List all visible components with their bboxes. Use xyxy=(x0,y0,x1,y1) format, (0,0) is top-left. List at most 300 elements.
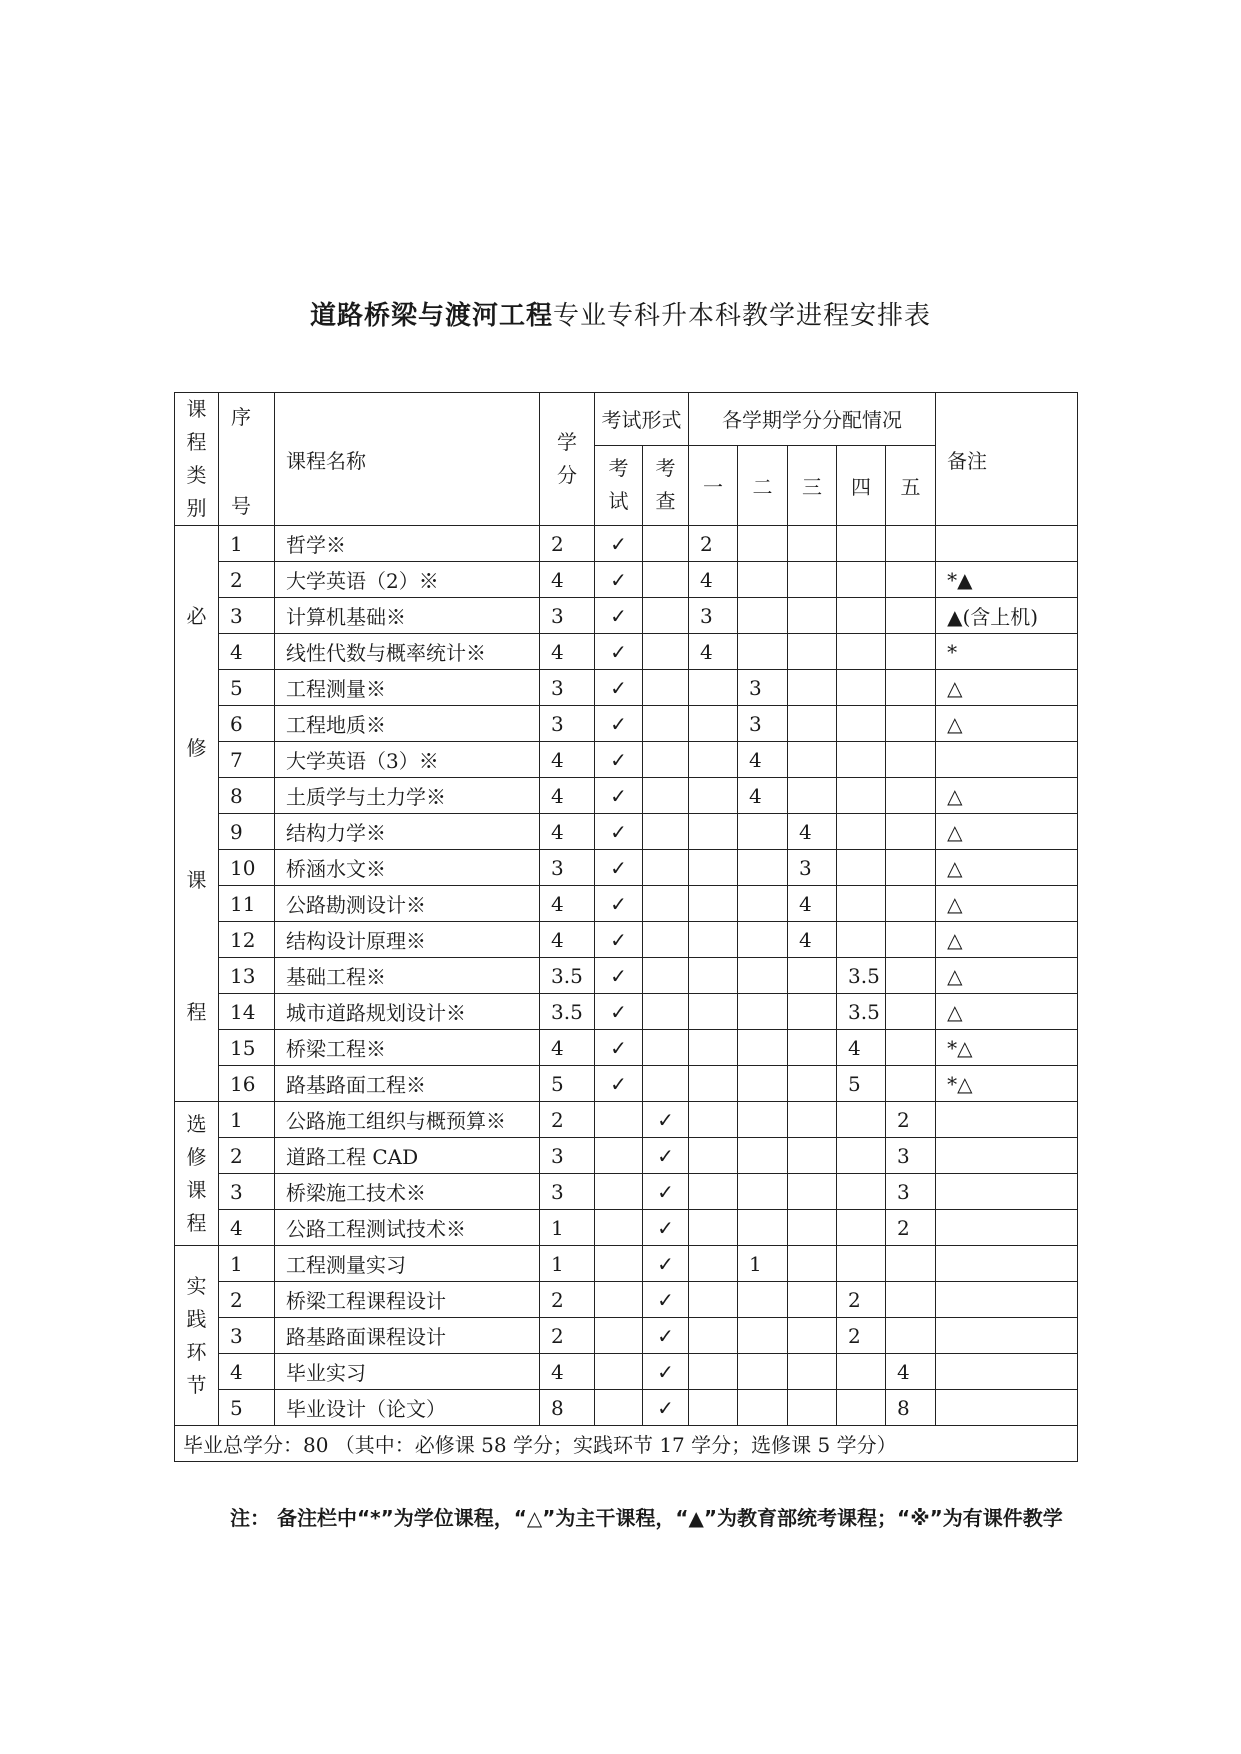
semester-credit-4 xyxy=(837,742,886,778)
inspect-check-mark xyxy=(643,1066,689,1102)
semester-credit-1 xyxy=(689,1390,738,1426)
course-seq: 13 xyxy=(219,958,275,994)
header-semester-1: 一 xyxy=(689,445,738,525)
course-name: 工程地质※ xyxy=(275,706,540,742)
header-semester-2: 二 xyxy=(738,445,788,525)
exam-check-mark: ✓ xyxy=(595,958,643,994)
semester-credit-1 xyxy=(689,1282,738,1318)
semester-credit-3 xyxy=(788,1102,837,1138)
semester-credit-2: 4 xyxy=(738,778,788,814)
course-name: 大学英语（2）※ xyxy=(275,562,540,598)
course-credit: 3.5 xyxy=(540,958,595,994)
table-row xyxy=(175,958,1078,994)
table-row xyxy=(175,994,1078,1030)
semester-credit-2: 4 xyxy=(738,742,788,778)
inspect-check-mark xyxy=(643,994,689,1030)
inspect-check-mark: ✓ xyxy=(643,1282,689,1318)
semester-credit-4: 3.5 xyxy=(837,958,886,994)
course-name: 桥梁施工技术※ xyxy=(275,1174,540,1210)
exam-check-mark xyxy=(595,1318,643,1354)
semester-credit-3 xyxy=(788,526,837,562)
header-row xyxy=(175,393,1078,446)
semester-credit-4 xyxy=(837,562,886,598)
semester-credit-2 xyxy=(738,598,788,634)
table-row xyxy=(175,850,1078,886)
semester-credit-1 xyxy=(689,778,738,814)
exam-check-mark xyxy=(595,1390,643,1426)
course-remark: △ xyxy=(936,814,1078,850)
semester-credit-1 xyxy=(689,886,738,922)
course-name: 毕业实习 xyxy=(275,1354,540,1390)
exam-check-mark: ✓ xyxy=(595,994,643,1030)
inspect-check-mark xyxy=(643,922,689,958)
table-row xyxy=(175,670,1078,706)
course-credit: 3 xyxy=(540,598,595,634)
course-seq: 1 xyxy=(219,1102,275,1138)
course-remark: △ xyxy=(936,670,1078,706)
course-credit: 5 xyxy=(540,1066,595,1102)
header-credits-text: 学 分 xyxy=(557,430,577,487)
table-row xyxy=(175,1246,1078,1282)
semester-credit-5 xyxy=(886,670,936,706)
semester-credit-4 xyxy=(837,526,886,562)
exam-check-mark: ✓ xyxy=(595,850,643,886)
exam-check-mark: ✓ xyxy=(595,742,643,778)
table-row xyxy=(175,1066,1078,1102)
table-row xyxy=(175,778,1078,814)
course-category xyxy=(175,1102,219,1246)
course-remark: *△ xyxy=(936,1030,1078,1066)
course-seq: 7 xyxy=(219,742,275,778)
course-seq: 3 xyxy=(219,598,275,634)
table-row xyxy=(175,706,1078,742)
inspect-check-mark: ✓ xyxy=(643,1390,689,1426)
exam-check-mark: ✓ xyxy=(595,886,643,922)
course-remark xyxy=(936,1354,1078,1390)
header-semester-4: 四 xyxy=(837,445,886,525)
course-seq: 6 xyxy=(219,706,275,742)
header-seq-bottom: 号 xyxy=(231,494,251,518)
inspect-check-mark xyxy=(643,778,689,814)
course-credit: 4 xyxy=(540,1030,595,1066)
semester-credit-4 xyxy=(837,850,886,886)
semester-credit-3 xyxy=(788,1030,837,1066)
course-credit: 4 xyxy=(540,742,595,778)
course-seq: 4 xyxy=(219,1354,275,1390)
header-credits xyxy=(540,393,595,526)
course-remark: △ xyxy=(936,922,1078,958)
semester-credit-1 xyxy=(689,994,738,1030)
semester-credit-3 xyxy=(788,742,837,778)
semester-credit-2 xyxy=(738,1102,788,1138)
table-row xyxy=(175,598,1078,634)
course-name: 基础工程※ xyxy=(275,958,540,994)
semester-credit-1 xyxy=(689,1210,738,1246)
semester-credit-4 xyxy=(837,814,886,850)
semester-credit-5 xyxy=(886,634,936,670)
course-credit: 3 xyxy=(540,1174,595,1210)
semester-credit-2 xyxy=(738,1318,788,1354)
semester-credit-4 xyxy=(837,634,886,670)
semester-credit-4 xyxy=(837,1210,886,1246)
inspect-check-mark: ✓ xyxy=(643,1210,689,1246)
course-seq: 16 xyxy=(219,1066,275,1102)
course-remark xyxy=(936,526,1078,562)
inspect-check-mark xyxy=(643,958,689,994)
inspect-check-mark xyxy=(643,886,689,922)
header-category-text: 课 程 类 别 xyxy=(186,397,207,520)
semester-credit-5 xyxy=(886,598,936,634)
course-name: 路基路面工程※ xyxy=(275,1066,540,1102)
course-seq: 11 xyxy=(219,886,275,922)
inspect-check-mark: ✓ xyxy=(643,1102,689,1138)
semester-credit-5: 8 xyxy=(886,1390,936,1426)
course-seq: 5 xyxy=(219,1390,275,1426)
table-row xyxy=(175,1282,1078,1318)
semester-credit-2 xyxy=(738,1282,788,1318)
inspect-check-mark: ✓ xyxy=(643,1318,689,1354)
course-category xyxy=(175,526,219,1102)
page-title-rest: 专业专科升本科教学进程安排表 xyxy=(553,301,932,331)
course-seq: 2 xyxy=(219,1282,275,1318)
semester-credit-2 xyxy=(738,634,788,670)
semester-credit-3: 4 xyxy=(788,922,837,958)
semester-credit-4 xyxy=(837,886,886,922)
semester-credit-3 xyxy=(788,706,837,742)
course-credit: 4 xyxy=(540,778,595,814)
table-row xyxy=(175,634,1078,670)
exam-check-mark: ✓ xyxy=(595,526,643,562)
exam-check-mark: ✓ xyxy=(595,1030,643,1066)
semester-credit-4: 2 xyxy=(837,1282,886,1318)
course-name: 公路施工组织与概预算※ xyxy=(275,1102,540,1138)
semester-credit-5 xyxy=(886,814,936,850)
inspect-check-mark xyxy=(643,814,689,850)
page-title-bold: 道路桥梁与渡河工程 xyxy=(309,301,553,331)
semester-credit-2 xyxy=(738,958,788,994)
semester-credit-5 xyxy=(886,1030,936,1066)
semester-credit-1 xyxy=(689,742,738,778)
course-credit: 2 xyxy=(540,1102,595,1138)
inspect-check-mark: ✓ xyxy=(643,1174,689,1210)
course-name: 桥涵水文※ xyxy=(275,850,540,886)
semester-credit-2 xyxy=(738,994,788,1030)
exam-check-mark xyxy=(595,1210,643,1246)
course-credit: 3 xyxy=(540,850,595,886)
course-credit: 2 xyxy=(540,1318,595,1354)
exam-check-mark: ✓ xyxy=(595,814,643,850)
semester-credit-1: 3 xyxy=(689,598,738,634)
course-remark: * xyxy=(936,634,1078,670)
semester-credit-1: 4 xyxy=(689,634,738,670)
semester-credit-4: 3.5 xyxy=(837,994,886,1030)
course-seq: 5 xyxy=(219,670,275,706)
semester-credit-2 xyxy=(738,562,788,598)
course-remark xyxy=(936,1102,1078,1138)
course-remark: △ xyxy=(936,994,1078,1030)
semester-credit-2: 3 xyxy=(738,706,788,742)
course-remark: ▲(含上机) xyxy=(936,598,1078,634)
exam-check-mark: ✓ xyxy=(595,706,643,742)
semester-credit-3 xyxy=(788,958,837,994)
header-check xyxy=(643,445,689,525)
course-seq: 2 xyxy=(219,562,275,598)
course-remark: *△ xyxy=(936,1066,1078,1102)
inspect-check-mark xyxy=(643,634,689,670)
exam-check-mark: ✓ xyxy=(595,922,643,958)
semester-credit-1 xyxy=(689,1138,738,1174)
course-remark xyxy=(936,1246,1078,1282)
course-name: 桥梁工程课程设计 xyxy=(275,1282,540,1318)
semester-credit-4: 4 xyxy=(837,1030,886,1066)
semester-credit-1 xyxy=(689,1246,738,1282)
header-course-name: 课程名称 xyxy=(275,393,540,526)
inspect-check-mark xyxy=(643,526,689,562)
semester-credit-4: 2 xyxy=(837,1318,886,1354)
inspect-check-mark xyxy=(643,706,689,742)
course-name: 大学英语（3）※ xyxy=(275,742,540,778)
semester-credit-3 xyxy=(788,1354,837,1390)
table-row xyxy=(175,1210,1078,1246)
footnote: 注： 备注栏中“*”为学位课程，“△”为主干课程，“▲”为教育部统考课程；“※”为有课件教学 xyxy=(230,1506,1063,1530)
course-remark xyxy=(936,1138,1078,1174)
course-seq: 8 xyxy=(219,778,275,814)
course-name: 桥梁工程※ xyxy=(275,1030,540,1066)
table-row xyxy=(175,742,1078,778)
course-credit: 4 xyxy=(540,634,595,670)
table-row xyxy=(175,1102,1078,1138)
course-seq: 1 xyxy=(219,526,275,562)
inspect-check-mark: ✓ xyxy=(643,1354,689,1390)
header-exam-form: 考试形式 xyxy=(595,393,689,446)
course-name: 工程测量※ xyxy=(275,670,540,706)
header-seq xyxy=(219,393,275,526)
semester-credit-4 xyxy=(837,922,886,958)
course-name: 道路工程 CAD xyxy=(275,1138,540,1174)
semester-credit-2: 3 xyxy=(738,670,788,706)
semester-credit-2 xyxy=(738,886,788,922)
course-remark: △ xyxy=(936,958,1078,994)
semester-credit-3: 3 xyxy=(788,850,837,886)
course-seq: 4 xyxy=(219,634,275,670)
semester-credit-3 xyxy=(788,562,837,598)
course-credit: 3.5 xyxy=(540,994,595,1030)
semester-credit-3 xyxy=(788,1174,837,1210)
exam-check-mark: ✓ xyxy=(595,634,643,670)
course-seq: 12 xyxy=(219,922,275,958)
semester-credit-2 xyxy=(738,922,788,958)
semester-credit-2 xyxy=(738,1066,788,1102)
exam-check-mark xyxy=(595,1174,643,1210)
header-semester-3: 三 xyxy=(788,445,837,525)
course-credit: 3 xyxy=(540,706,595,742)
semester-credit-4 xyxy=(837,706,886,742)
course-name: 毕业设计（论文） xyxy=(275,1390,540,1426)
exam-check-mark xyxy=(595,1138,643,1174)
semester-credit-2 xyxy=(738,526,788,562)
semester-credit-1 xyxy=(689,706,738,742)
course-name: 城市道路规划设计※ xyxy=(275,994,540,1030)
semester-credit-3 xyxy=(788,1210,837,1246)
exam-check-mark xyxy=(595,1102,643,1138)
course-category-text: 必 修 课 程 xyxy=(186,603,207,1024)
header-exam xyxy=(595,445,643,525)
total-row xyxy=(175,1426,1078,1462)
course-remark xyxy=(936,1174,1078,1210)
schedule-table xyxy=(174,392,1078,1462)
semester-credit-2 xyxy=(738,1390,788,1426)
course-credit: 1 xyxy=(540,1246,595,1282)
course-credit: 8 xyxy=(540,1390,595,1426)
semester-credit-2 xyxy=(738,814,788,850)
course-credit: 3 xyxy=(540,670,595,706)
semester-credit-3 xyxy=(788,1318,837,1354)
course-seq: 14 xyxy=(219,994,275,1030)
semester-credit-2 xyxy=(738,1174,788,1210)
table-row xyxy=(175,562,1078,598)
semester-credit-3: 4 xyxy=(788,814,837,850)
course-remark xyxy=(936,742,1078,778)
table-row xyxy=(175,1174,1078,1210)
semester-credit-2 xyxy=(738,1030,788,1066)
course-name: 工程测量实习 xyxy=(275,1246,540,1282)
semester-credit-4 xyxy=(837,1102,886,1138)
course-seq: 9 xyxy=(219,814,275,850)
course-credit: 4 xyxy=(540,1354,595,1390)
semester-credit-4 xyxy=(837,598,886,634)
semester-credit-1 xyxy=(689,958,738,994)
semester-credit-4 xyxy=(837,778,886,814)
semester-credit-4: 5 xyxy=(837,1066,886,1102)
table-row xyxy=(175,1318,1078,1354)
header-category xyxy=(175,393,219,526)
exam-check-mark: ✓ xyxy=(595,562,643,598)
course-seq: 10 xyxy=(219,850,275,886)
course-credit: 4 xyxy=(540,562,595,598)
header-semester-5: 五 xyxy=(886,445,936,525)
table-row xyxy=(175,1138,1078,1174)
exam-check-mark xyxy=(595,1282,643,1318)
semester-credit-4 xyxy=(837,670,886,706)
total-credits: 毕业总学分：80 （其中：必修课 58 学分；实践环节 17 学分；选修课 5 学分） xyxy=(175,1426,1078,1462)
course-category-text: 选 修 课 程 xyxy=(186,1111,207,1235)
exam-check-mark xyxy=(595,1354,643,1390)
inspect-check-mark xyxy=(643,850,689,886)
semester-credit-3 xyxy=(788,634,837,670)
course-name: 公路工程测试技术※ xyxy=(275,1210,540,1246)
table-row xyxy=(175,1390,1078,1426)
course-credit: 4 xyxy=(540,886,595,922)
semester-credit-1 xyxy=(689,922,738,958)
semester-credit-1 xyxy=(689,1318,738,1354)
course-remark: △ xyxy=(936,850,1078,886)
course-seq: 4 xyxy=(219,1210,275,1246)
inspect-check-mark xyxy=(643,742,689,778)
inspect-check-mark: ✓ xyxy=(643,1246,689,1282)
semester-credit-3 xyxy=(788,1390,837,1426)
course-seq: 3 xyxy=(219,1174,275,1210)
semester-credit-1: 4 xyxy=(689,562,738,598)
semester-credit-2 xyxy=(738,1210,788,1246)
semester-credit-1 xyxy=(689,850,738,886)
semester-credit-3: 4 xyxy=(788,886,837,922)
semester-credit-5 xyxy=(886,850,936,886)
header-exam-text: 考 试 xyxy=(608,456,629,514)
semester-credit-3 xyxy=(788,1282,837,1318)
semester-credit-4 xyxy=(837,1138,886,1174)
course-name: 路基路面课程设计 xyxy=(275,1318,540,1354)
course-remark xyxy=(936,1282,1078,1318)
semester-credit-2: 1 xyxy=(738,1246,788,1282)
semester-credit-5 xyxy=(886,1246,936,1282)
table-row xyxy=(175,1030,1078,1066)
course-name: 结构设计原理※ xyxy=(275,922,540,958)
semester-credit-5 xyxy=(886,706,936,742)
semester-credit-5: 2 xyxy=(886,1210,936,1246)
semester-credit-1 xyxy=(689,1066,738,1102)
inspect-check-mark xyxy=(643,598,689,634)
semester-credit-5 xyxy=(886,1282,936,1318)
semester-credit-5 xyxy=(886,526,936,562)
inspect-check-mark: ✓ xyxy=(643,1138,689,1174)
course-remark: △ xyxy=(936,886,1078,922)
course-name: 结构力学※ xyxy=(275,814,540,850)
course-credit: 3 xyxy=(540,1138,595,1174)
semester-credit-1 xyxy=(689,1030,738,1066)
course-name: 公路勘测设计※ xyxy=(275,886,540,922)
semester-credit-3 xyxy=(788,598,837,634)
exam-check-mark xyxy=(595,1246,643,1282)
semester-credit-5 xyxy=(886,562,936,598)
exam-check-mark: ✓ xyxy=(595,670,643,706)
semester-credit-2 xyxy=(738,1354,788,1390)
inspect-check-mark xyxy=(643,670,689,706)
semester-credit-5 xyxy=(886,1066,936,1102)
semester-credit-4 xyxy=(837,1390,886,1426)
semester-credit-1 xyxy=(689,670,738,706)
semester-credit-1 xyxy=(689,1354,738,1390)
semester-credit-3 xyxy=(788,994,837,1030)
course-remark xyxy=(936,1318,1078,1354)
course-remark xyxy=(936,1390,1078,1426)
exam-check-mark: ✓ xyxy=(595,598,643,634)
course-name: 计算机基础※ xyxy=(275,598,540,634)
semester-credit-2 xyxy=(738,850,788,886)
semester-credit-4 xyxy=(837,1354,886,1390)
course-seq: 3 xyxy=(219,1318,275,1354)
page-title xyxy=(0,295,1241,332)
semester-credit-3 xyxy=(788,1138,837,1174)
semester-credit-3 xyxy=(788,1246,837,1282)
semester-credit-5: 2 xyxy=(886,1102,936,1138)
semester-credit-5 xyxy=(886,886,936,922)
semester-credit-5 xyxy=(886,742,936,778)
table-row xyxy=(175,1354,1078,1390)
semester-credit-1 xyxy=(689,814,738,850)
exam-check-mark: ✓ xyxy=(595,778,643,814)
header-seq-top: 序 xyxy=(231,405,251,429)
semester-credit-2 xyxy=(738,1138,788,1174)
semester-credit-4 xyxy=(837,1246,886,1282)
course-credit: 4 xyxy=(540,814,595,850)
table-row xyxy=(175,814,1078,850)
semester-credit-5 xyxy=(886,922,936,958)
course-name: 线性代数与概率统计※ xyxy=(275,634,540,670)
semester-credit-5 xyxy=(886,994,936,1030)
semester-credit-4 xyxy=(837,1174,886,1210)
course-remark xyxy=(936,1210,1078,1246)
semester-credit-5 xyxy=(886,1318,936,1354)
